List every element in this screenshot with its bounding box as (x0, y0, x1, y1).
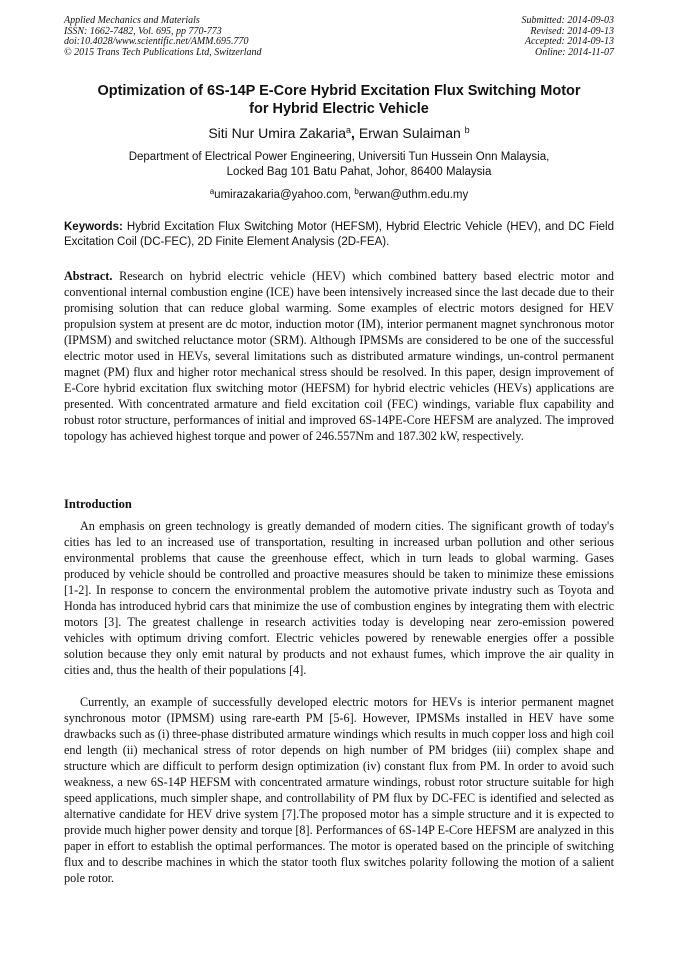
journal-issn: ISSN: 1662-7482, Vol. 695, pp 770-773 (64, 25, 222, 37)
abstract-text: Research on hybrid electric vehicle (HEV) which combined battery based electric motor and conventional internal combustion engine (ICE) have been intensively increased since the last decade due to their promising solution that can reduce global warming. Some examples of electric motors designed for HEV propulsion system at present are dc motor, induction motor (IM), interior permanent magnet synchronous motor (IPMSM) and switched reluctance motor (SRM). Although IPMSMs are considered to be one of the successful electric motor used in HEVs, several limitations such as distributed armature windings, un-control permanent magnet (PM) flux and higher rotor mechanical stress should be resolved. In this paper, design improvement of E-Core hybrid excitation flux switching motor (HEFSM) for hybrid electric vehicles (HEVs) applications are presented. With concentrated armature and field excitation coil (FEC) windings, variable flux capability and robust rotor structure, performances of initial and improved 6S-14PE-Core HEFSM are analyzed. The improved topology has achieved highest torque and power of 246.557Nm and 187.302 kW, respectively. (64, 269, 614, 443)
author-list (60, 122, 618, 142)
keywords-text: Hybrid Excitation Flux Switching Motor (HEFSM), Hybrid Electric Vehicle (HEV), and DC Field Excitation Coil (DC-FEC), 2D Finite Element Analysis (2D-FEA). (64, 221, 614, 248)
introduction-paragraph-1: An emphasis on green technology is greatly demanded of modern cities. The significant growth of today's cities has led to an increased use of transportation, resulting in increased urban pollution and other serious environmental problems that cause the greenhouse effect, which in turn leads to global warming. Gases produced by vehicle should be controlled and proactive measures should be taken to minimize these emissions [1-2]. In response to concern the environmental problem the automotive private industry such as Toyota and Honda has introduced hybrid cars that minimize the use of combustion engines by integrating them with electric motors [3]. The greatest challenge in research activities today is developing near zero-emission powered vehicles with optimum driving comfort. Electric vehicles powered by renewable energies offer a possible solution because they only emit natural by products and not exhaust fumes, which improve the air quality in cities and, thus the health of their populations [4]. (64, 519, 614, 677)
author-2: Erwan Sulaiman (358, 125, 461, 141)
date-revised: Revised: 2014-09-13 (530, 25, 614, 37)
abstract-label: Abstract. (64, 269, 113, 283)
paper-title-line-1: Optimization of 6S-14P E-Core Hybrid Excitation Flux Switching Motor (97, 83, 581, 99)
journal-header-left (64, 16, 262, 58)
affiliation (60, 150, 618, 180)
author-emails (60, 184, 618, 203)
date-submitted: Submitted: 2014-09-03 (521, 15, 614, 26)
keywords-block (64, 220, 614, 249)
introduction-paragraph-2: Currently, an example of successfully developed electric motors for HEVs is interior permanent magnet synchronous motor (IPMSM) using rare-earth PM [5-6]. However, IPMSMs installed in HEV have some drawbacks such as (i) three-phase distributed armature windings which results in much copper loss and high coil end length (ii) mechanical stress of rotor depends on high number of PM bridges (iii) complex shape and structure which are difficult to perform design optimization (iv) constant flux from PM. In order to avoid such weakness, a new 6S-14P HEFSM with concentrated armature windings, robust rotor structure suitable for high speed applications, much simpler shape, and controllability of PM flux by DC-FEC is identified and selected as alternative candidate for HEV drive system [7].The proposed motor has a simple structure and it is expected to provide much higher power density and torque [8]. Performances of 6S-14P E-Core HEFSM are analyzed in this paper in effort to establish the optimal performances. The motor is operated based on the principle of switching flux and to describe machines in which the stator tooth flux switches polarity following the motion of a salient pole rotor. (64, 695, 614, 885)
journal-copyright: © 2015 Trans Tech Publications Ltd, Switzerland (64, 46, 262, 58)
journal-header-right (522, 16, 615, 58)
email-b-mark: b (354, 187, 359, 196)
author-1-affiliation-mark: a (346, 125, 352, 135)
date-accepted: Accepted: 2014-09-13 (524, 36, 614, 47)
journal-name: Applied Mechanics and Materials (64, 15, 200, 26)
author-separator: , (351, 125, 359, 141)
author-2-affiliation-mark: b (464, 125, 470, 135)
affiliation-line-1: Department of Electrical Power Engineering, Universiti Tun Hussein Onn Malaysia, (128, 151, 550, 163)
abstract-block (64, 268, 614, 444)
date-online: Online: 2014-11-07 (535, 46, 614, 58)
section-heading-introduction: Introduction (64, 497, 132, 511)
journal-doi: doi:10.4028/www.scientific.net/AMM.695.770 (64, 36, 249, 47)
paper-title-line-2: for Hybrid Electric Vehicle (249, 101, 429, 117)
author-1: Siti Nur Umira Zakaria (208, 125, 347, 141)
email-a[interactable]: umirazakaria@yahoo.com, (214, 189, 355, 201)
paper-title (60, 82, 618, 118)
affiliation-line-2: Locked Bag 101 Batu Pahat, Johor, 86400 Malaysia (226, 166, 492, 178)
email-b[interactable]: erwan@uthm.edu.my (358, 189, 469, 201)
keywords-label: Keywords: (64, 221, 123, 233)
email-a-mark: a (209, 187, 215, 196)
